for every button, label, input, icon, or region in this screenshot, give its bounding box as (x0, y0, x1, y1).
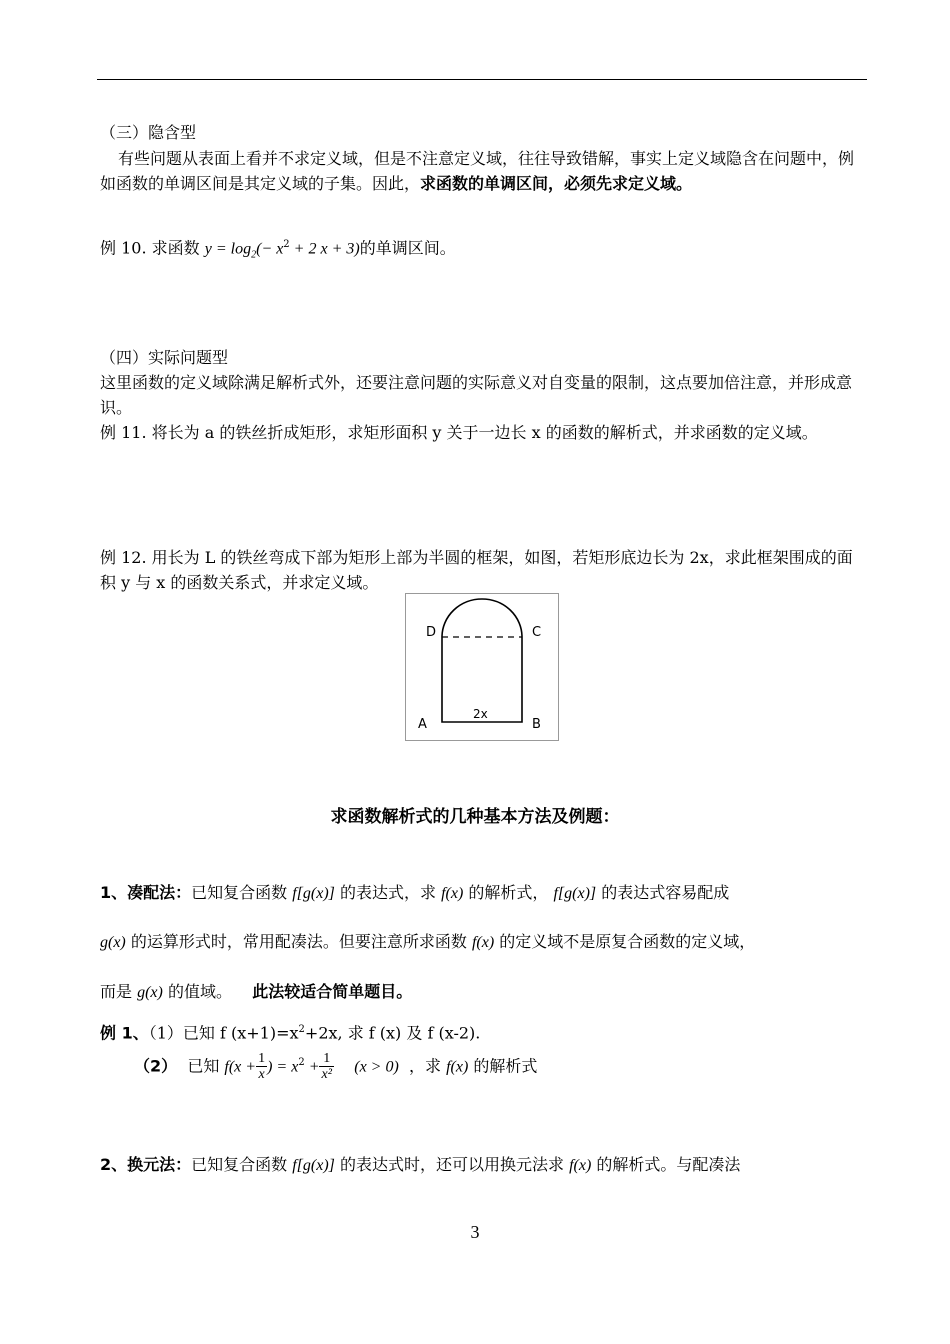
example-1-part-2-text-3: 的解析式 (468, 1056, 538, 1076)
example-1-part-2-text-1: 已知 (187, 1056, 225, 1076)
example-1-part-1-text: （1）已知 f (x+1)=x (148, 1023, 299, 1043)
example-10-arg: (− x (256, 240, 284, 258)
frame-figure (405, 593, 559, 741)
example-10-tail: 的单调区间。 (359, 238, 456, 258)
method-1-fx-2: f(x) (471, 934, 495, 951)
section-3-bold-text: 求函数的单调区间，必须先求定义域。 (420, 174, 693, 193)
frame-diagram (406, 594, 558, 740)
label-c: C (532, 625, 542, 640)
method-1-text-8: 的值域。 (162, 982, 232, 1001)
method-2-line-1 (100, 1152, 866, 1178)
section-4-paragraph: 这里函数的定义域除满足解析式外，还要注意问题的实际意义对自变量的限制，这点要加倍注意，并形成意识。 (100, 373, 853, 417)
example-1-part-2-text-2: ，求 (408, 1056, 447, 1076)
method-2-fgx: f[g(x)] (292, 1157, 335, 1174)
label-d: D (426, 625, 437, 640)
method-1-label: 1、凑配法： (100, 883, 192, 902)
page-number: 3 (470, 1222, 480, 1242)
method-1-text-2: 的表达式，求 (334, 883, 442, 902)
example-10-label: 例 10. 求函数 (100, 238, 205, 258)
example-1-condition: (x > 0) (354, 1058, 399, 1076)
example-1-lhs: f(x + (224, 1058, 257, 1076)
example-10-square: 2 (283, 239, 290, 250)
example-10-log-base: 2 (251, 249, 257, 261)
method-1-gx: g(x) (100, 934, 126, 951)
example-12: 例 12. 用长为 L 的铁丝弯成下部为矩形上部为半圆的框架，如图，若矩形底边长为 2x，求此框架围成的面积 y 与 x 的函数关系式，并求定义域。 (100, 548, 853, 592)
example-1-label: 例 1、 (100, 1023, 149, 1043)
method-1-fx: f(x) (441, 885, 464, 902)
section-3-paragraph (100, 146, 866, 196)
example-1-square: 2 (298, 1024, 305, 1035)
fraction-one-over-x: $\frac{1}{x}$ (258, 1051, 266, 1083)
example-11: 例 11. 将长为 a 的铁丝折成矩形，求矩形面积 y 关于一边长 x 的函数的解析式，并求函数的定义域。 (100, 423, 818, 442)
method-2-text-2: 的表达式时，还可以用换元法求 (334, 1155, 570, 1174)
method-1-text-4: 的表达式容易配成 (596, 883, 730, 902)
example-10-arg-rest: + 2 x + 3) (289, 240, 360, 258)
label-base-2x: 2x (473, 707, 488, 721)
section-3-text: 有些问题从表面上看并不求定义域，但是不注意定义域，往往导致错解，事实上定义域隐含在问题中，例如函数的单调区间是其定义域的子集。因此， (100, 149, 855, 193)
method-2-text-1: 已知复合函数 (191, 1155, 293, 1174)
method-1-text-7: 而是 (100, 982, 138, 1001)
label-a: A (418, 717, 427, 732)
method-1-text-1: 已知复合函数 (191, 883, 293, 902)
example-10-formula: y = log (204, 240, 252, 258)
fraction-one-over-x-squared: $\frac{1}{\text{x²}}$ (321, 1051, 332, 1083)
method-1-line-3 (100, 979, 866, 1005)
example-10 (100, 232, 866, 268)
example-1-part-1 (100, 1017, 866, 1045)
method-1-fgx-2: f[g(x)] (553, 885, 597, 902)
section-title: 求函数解析式的几种基本方法及例题： (330, 807, 620, 827)
example-1-part-1-rest: +2x, 求 f (x) 及 f (x-2). (304, 1023, 481, 1043)
method-1-note: 此法较适合简单题目。 (252, 982, 413, 1001)
method-1-line-1 (100, 880, 866, 906)
example-1-part-2 (134, 1043, 866, 1087)
method-1-text-3: 的解析式， (463, 883, 554, 902)
section-3-heading: （三）隐含型 (100, 123, 197, 142)
example-1-part-2-fx: f(x) (446, 1058, 469, 1076)
example-1-plus: + (304, 1058, 320, 1076)
example-1-part-2-label: （2） (134, 1056, 178, 1076)
example-1-mid: ) = x (267, 1058, 299, 1076)
section-4-heading: （四）实际问题型 (100, 348, 229, 367)
method-1-line-2 (100, 929, 866, 955)
method-1-text-6: 的定义域不是原复合函数的定义域， (494, 932, 756, 951)
method-2-label: 2、换元法： (100, 1155, 192, 1174)
example-1-part-2-square: 2 (298, 1057, 305, 1068)
method-1-gx-2: g(x) (137, 984, 163, 1001)
method-1-fgx: f[g(x)] (292, 885, 335, 902)
label-b: B (532, 717, 541, 732)
method-2-text-3: 的解析式。与配凑法 (591, 1155, 741, 1174)
method-1-text-5: 的运算形式时，常用配凑法。但要注意所求函数 (125, 932, 472, 951)
method-2-fx: f(x) (569, 1157, 592, 1174)
header-rule (97, 79, 867, 80)
